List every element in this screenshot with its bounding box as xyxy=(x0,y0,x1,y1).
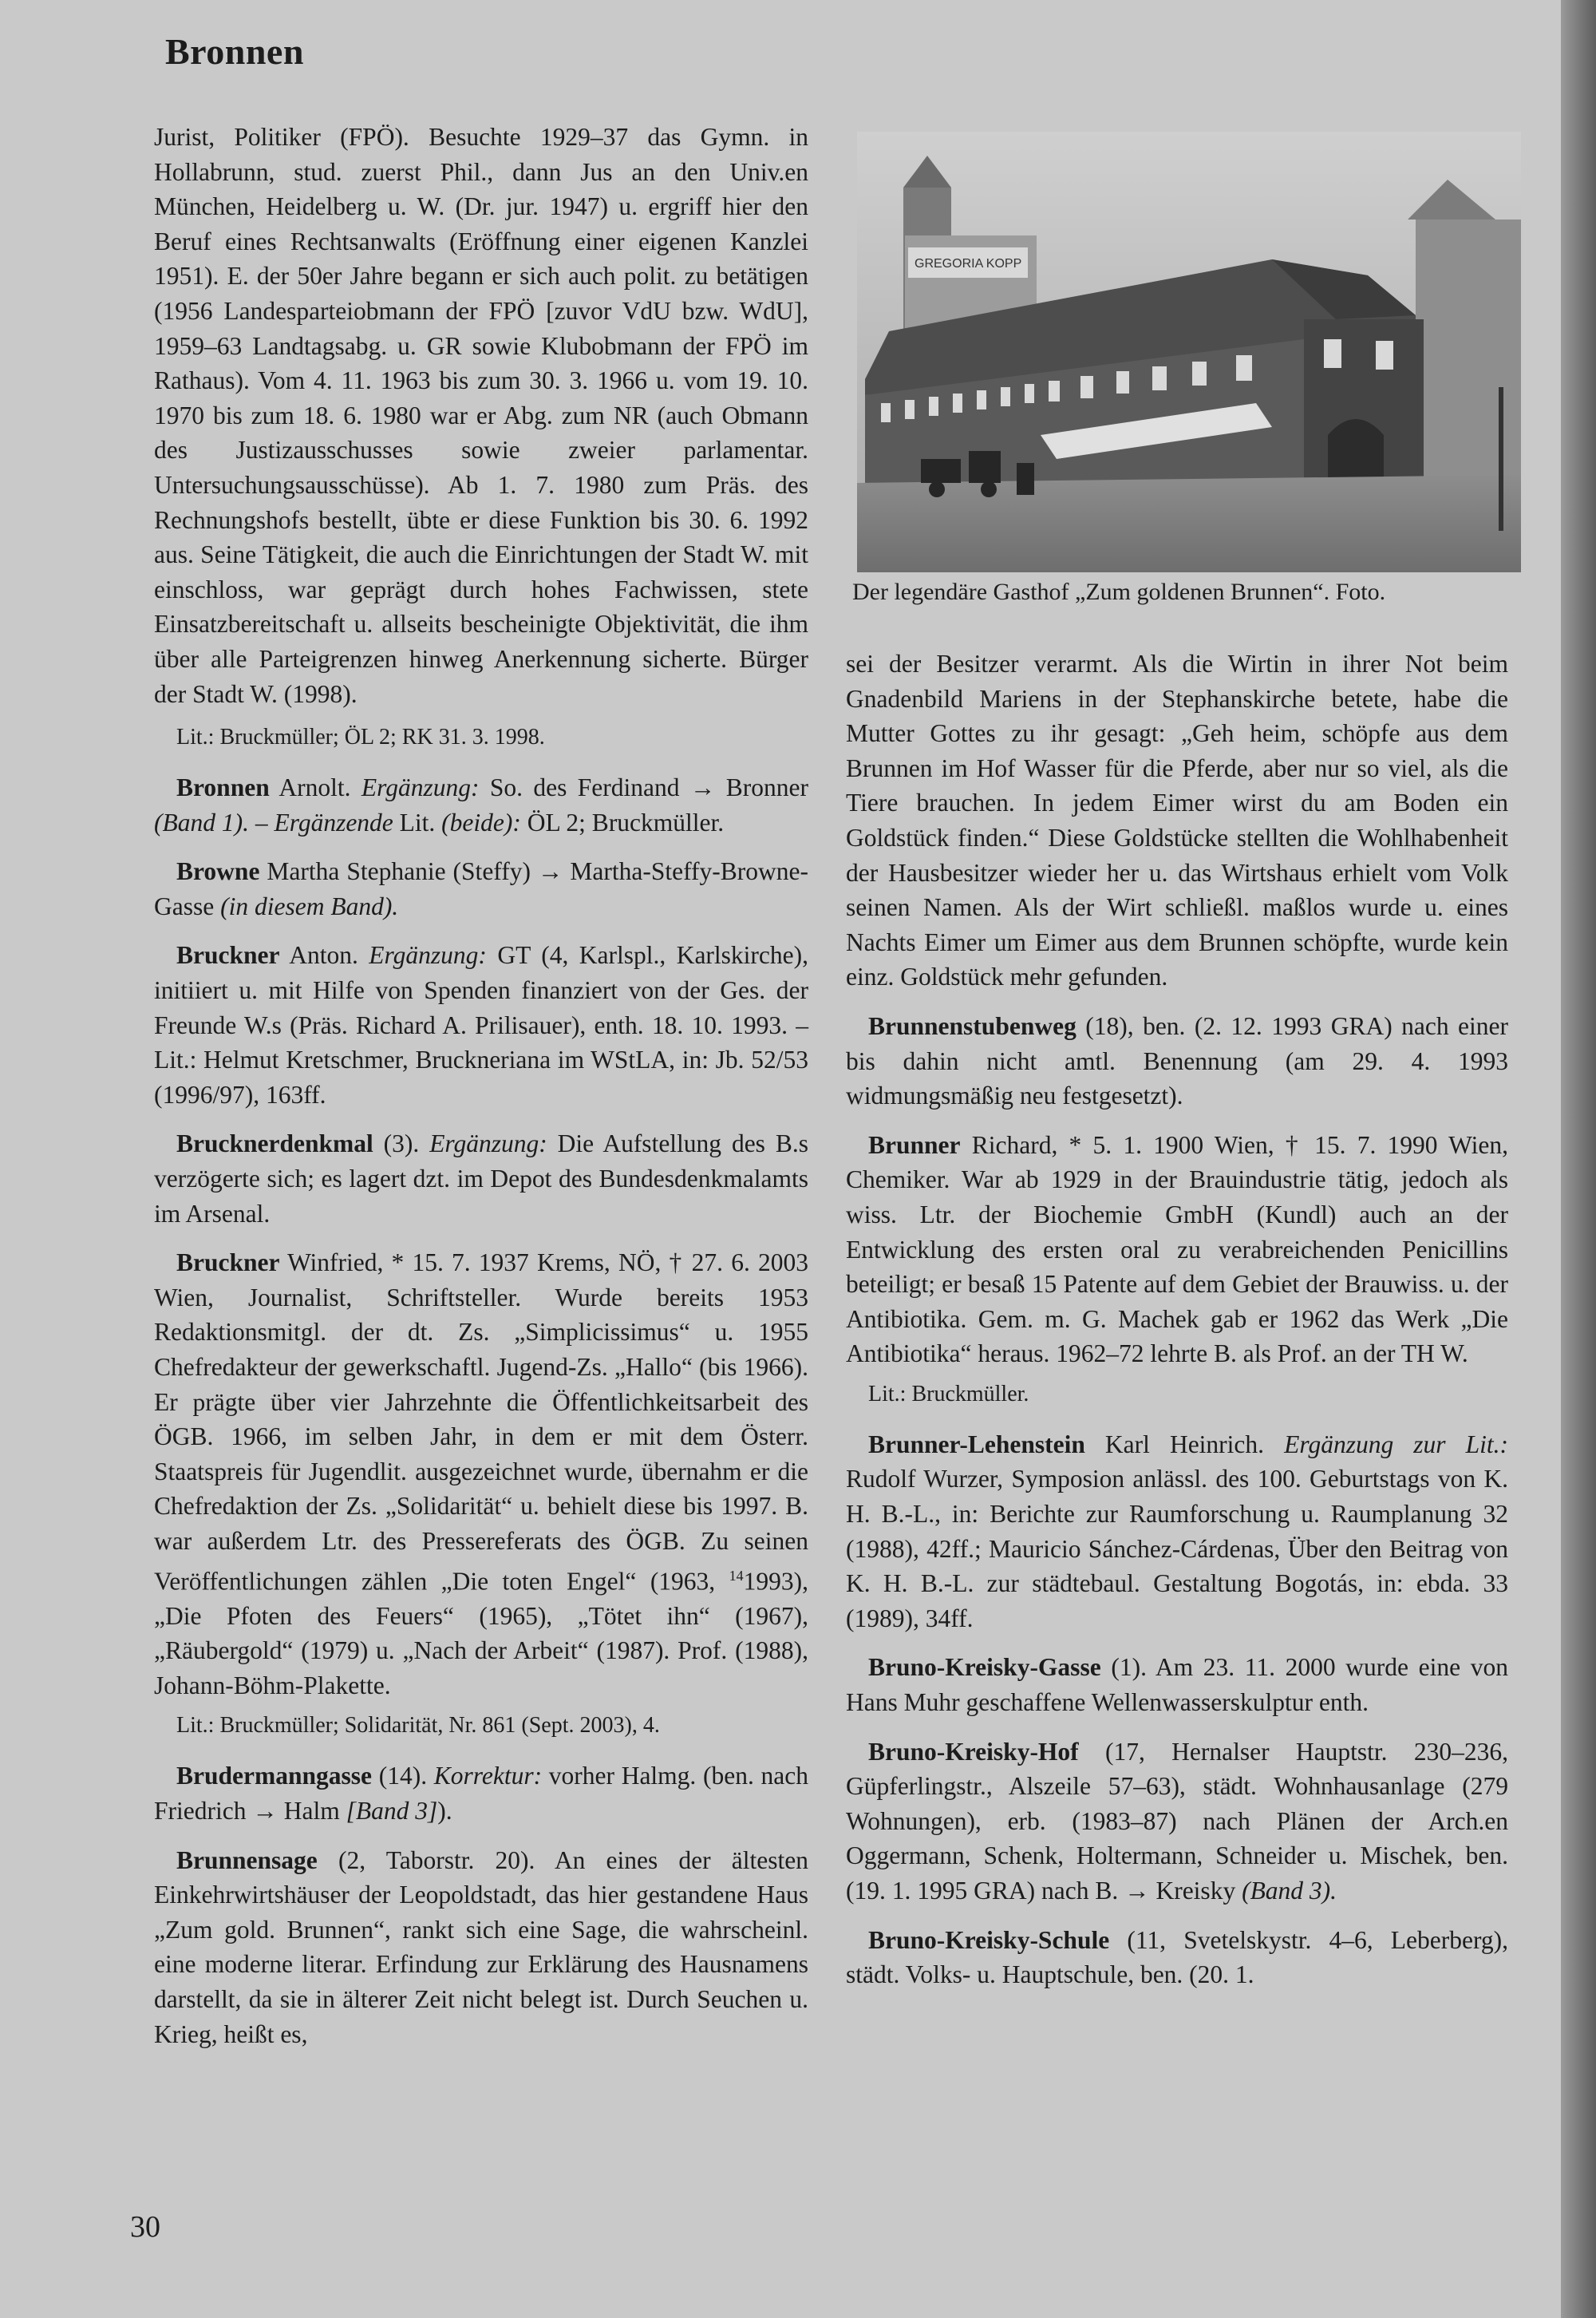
entry-bruno-kreisky-schule xyxy=(846,1923,1508,1992)
entry-name: (3). xyxy=(373,1129,430,1158)
entry-browne xyxy=(154,854,808,924)
entry-text: Winfried, * 15. 7. 1937 Krems, NÖ, † 27. 6. 2003 Wien, Journalist, Schriftsteller. Wurde bereits 1953 Redaktionsmitgl. der dt. Zs. „Simplicissimus“ u. 1955 Chefredakteur der gewerkschaftl. Jugend-Zs. „Hallo“ (bis 1966). Er prägte über vier Jahrzehnte die Öffentlichkeitsarbeit des ÖGB. 1966, im selben Jahr, in dem er mit dem Österr. Staatspreis für Jugendlit. ausgezeichnet wurde, übernahm er die Chefredaktion der Zs. „Solidarität“ u. behielt diese bis 1997. B. war außerdem Ltr. des Pressereferats des ÖGB. Zu seinen Veröffentlichungen zählen „Die toten Engel“ (1963, xyxy=(154,1248,808,1596)
entry-brunner-lehenstein xyxy=(846,1427,1508,1636)
entry-text: (18), ben. (2. 12. 1993 GRA) nach einer bis dahin nicht amtl. Benennung (am 29. 4. 1993 widmungsmäßig neu festgesetzt). xyxy=(846,1011,1508,1110)
intro-literature: Lit.: Bruckmüller; ÖL 2; RK 31. 3. 1998. xyxy=(176,725,545,750)
brunnensage-continuation: sei der Besitzer verarmt. Als die Wirtin in ihrer Not beim Gnadenbild Mariens in der Stephanskirche betete, habe die Mutter Gottes zu ihr gesagt: „Geh heim, schöpfe aus dem Brunnen im Hof Wasser für die Pferde, aber nur so viel, als die Tiere brauchen. In jedem Eimer wirst du am Boden ein Goldstück finden.“ Diese Goldstücke stellten die Wohlhabenheit der Hausbesitzer wieder her u. das Wirtshaus erhielt vom Volk seinen Namen. Als der Wirt schließl. maßlos wurde u. eines Nachts Eimer um Eimer aus dem Brunnen schöpfte, wurde kein einz. Goldstück mehr gefunden. xyxy=(846,650,1508,991)
gasthof-photo-drawing xyxy=(857,132,1521,572)
entry-text: ). xyxy=(437,1797,452,1826)
advertising-sign-text: GREGORIA KOPP xyxy=(915,257,1022,271)
entry-name: Arnolt. xyxy=(269,773,361,802)
entry-name: Karl Heinrich. xyxy=(1084,1430,1285,1458)
entry-label: Korrektur: xyxy=(433,1762,543,1790)
entry-label: (beide): xyxy=(441,808,521,837)
entry-text: (11, Svetelskystr. 4–6, Leberberg), städt. Volks- u. Hauptschule, ben. (20. 1. xyxy=(846,1925,1508,1989)
entry-headword: Brucknerdenkmal xyxy=(176,1129,373,1158)
entry-brunnensage xyxy=(154,1843,808,2052)
entry-label: Ergänzung: xyxy=(429,1129,547,1158)
entry-name: (14). xyxy=(372,1762,434,1790)
entry-bruckner-anton xyxy=(154,938,808,1112)
entry-headword: Brunnensage xyxy=(176,1845,318,1874)
left-column xyxy=(154,120,808,2066)
entry-text: Richard, * 5. 1. 1900 Wien, † 15. 7. 1990 Wien, Chemiker. War ab 1929 in der Brauindustrie tätig, jedoch als wiss. Ltr. der Biochemie GmbH (Kundl) auch an der Entwicklung des ersten oral zu verabreichenden Penicillins beteiligt; er besaß 15 Patente auf dem Gebiet der Brauwiss. u. der Antibiotika. Gem. m. G. Machek gab er 1962 das Werk „Die Antibiotika“ heraus. 1962–72 lehrte B. als Prof. an der TH W. xyxy=(846,1130,1508,1368)
street xyxy=(857,475,1521,572)
entry-label: Ergänzung zur Lit.: xyxy=(1284,1430,1508,1458)
entry-headword: Bronnen xyxy=(176,773,270,802)
right-column xyxy=(846,647,1508,2007)
entry-brudermanngasse xyxy=(154,1758,808,1828)
entry-reference: (Band 3). xyxy=(1242,1877,1337,1905)
entry-brucknerdenkmal xyxy=(154,1126,808,1231)
entry-headword: Bruno-Kreisky-Gasse xyxy=(868,1653,1101,1682)
entry-headword: Brunner-Lehenstein xyxy=(868,1430,1085,1458)
entry-headword: Bruno-Kreisky-Hof xyxy=(868,1737,1079,1766)
entry-headword: Brudermanngasse xyxy=(176,1762,373,1790)
entry-text: So. des Ferdinand → Bronner xyxy=(479,773,808,802)
entry-name: Anton. xyxy=(279,941,369,970)
entry-label: Ergänzung: xyxy=(369,941,487,970)
entry-literature: Lit.: Bruckmüller. xyxy=(868,1381,1029,1406)
running-head: Bronnen xyxy=(165,31,304,72)
entry-reference: (Band 1). xyxy=(154,808,249,837)
entry-text: 1993), „Die Pfoten des Feuers“ (1965), „Tötet ihn“ (1967), „Räubergold“ (1979) u. „Nach der Arbeit“ (1987). Prof. (1988), Johann-Böhm-Plakette. xyxy=(154,1567,808,1699)
entry-text: Lit. xyxy=(393,808,442,837)
entry-text: Rudolf Wurzer, Symposion anlässl. des 100. Geburtstags von K. H. B.-L., in: Berichte zur Raumforschung u. Raumplanung 32 (1988), 42ff.; Mauricio Sánchez-Cárdenas, Über den Beitrag von K. H. B.-L. zur städtebaul. Gestaltung Bogotás, in: ebda. 33 (1989), 34ff. xyxy=(846,1465,1508,1632)
entry-headword: Browne xyxy=(176,857,260,886)
page-edge-shadow xyxy=(1561,0,1596,2318)
entry-reference: (in diesem Band). xyxy=(220,892,399,920)
entry-bruno-kreisky-hof xyxy=(846,1735,1508,1909)
entry-text: ÖL 2; Bruckmüller. xyxy=(520,808,725,837)
entry-text: (17, Hernalser Hauptstr. 230–236, Güpferlingstr., Alszeile 57–63), städt. Wohnhausanlage (279 Wohnungen), erb. (1983–87) nach Plänen der Arch.en Oggermann, Schenk, Holtermann, Schneider u. Mischek, ben. (19. 1. 1995 GRA) nach B. → Kreisky xyxy=(846,1737,1508,1905)
entry-literature: Lit.: Bruckmüller; Solidarität, Nr. 861 (Sept. 2003), 4. xyxy=(176,1713,660,1738)
entry-bruckner-winfried xyxy=(154,1245,808,1703)
background-building-right xyxy=(1416,220,1521,483)
entry-bronnen-arnolt xyxy=(154,770,808,840)
entry-label: Ergänzung: xyxy=(361,773,480,802)
gasthof-photo xyxy=(857,132,1521,572)
entry-text: vorher Halmg. (ben. nach Friedrich → Halm xyxy=(154,1762,808,1826)
page-number: 30 xyxy=(130,2210,160,2244)
photo-caption: Der legendäre Gasthof „Zum goldenen Brunnen“. Foto. xyxy=(852,579,1386,605)
entry-headword: Brunner xyxy=(868,1130,961,1159)
entry-brunner-richard xyxy=(846,1128,1508,1371)
intro-paragraph: Jurist, Politiker (FPÖ). Besuchte 1929–37 das Gymn. in Hollabrunn, stud. zuerst Phil., dann Jus an den Univ.en München, Heidelberg u. W. (Dr. jur. 1947) u. ergriff hier den Beruf eines Rechtsanwalts (Eröffnung einer eigenen Kanzlei 1951). E. der 50er Jahre begann er sich auch polit. zu betätigen (1956 Landesparteiobmann der FPÖ [zuvor VdU bzw. WdU], 1959–63 Landtagsabg. u. GR sowie Klubobmann der FPÖ im Rathaus). Vom 4. 11. 1963 bis zum 30. 3. 1966 u. vom 19. 10. 1970 bis zum 18. 6. 1980 war er Abg. zum NR (auch Obmann des Justizausschusses sowie zweier parlamentar. Untersuchungsausschüsse). Ab 1. 7. 1980 zum Präs. des Rechnungshofs bestellt, übte er diese Funktion bis 30. 6. 1992 aus. Seine Tätigkeit, die auch die Einrichtungen der Stadt W. mit einschloss, war geprägt durch hohes Fachwissen, stete Einsatzbereitschaft u. allseits bescheinigte Objektivität, die ihm über alle Parteigrenzen hinweg Anerkennung sicherte. Bürger der Stadt W. (1998). xyxy=(154,123,808,708)
entry-bruno-kreisky-gasse xyxy=(846,1650,1508,1719)
entry-text: Martha Stephanie (Steffy) → Martha-Steffy-Browne-Gasse xyxy=(154,857,808,920)
entry-brunnenstubenweg xyxy=(846,1009,1508,1114)
entry-reference: [Band 3] xyxy=(346,1797,438,1826)
entry-headword: Brunnenstubenweg xyxy=(868,1011,1077,1040)
entry-text: Die Aufstellung des B.s verzögerte sich; es lagert dzt. im Depot des Bundesdenkmalamts im Arsenal. xyxy=(154,1129,808,1228)
lamp-post xyxy=(1499,387,1503,531)
entry-superscript: 14 xyxy=(729,1567,744,1584)
entry-text: (1). Am 23. 11. 2000 wurde eine von Hans Muhr geschaffene Wellenwasserskulptur enth. xyxy=(846,1653,1508,1717)
entry-headword: Bruckner xyxy=(176,941,280,970)
entry-headword: Bruckner xyxy=(176,1248,280,1277)
entry-text: (2, Taborstr. 20). An eines der ältesten Einkehrwirtshäuser der Leopoldstadt, das hier gestandene Haus „Zum gold. Brunnen“, rankt sich eine Sage, die wahrscheinl. eine moderne literar. Erfindung zur Erklärung des Hausnamens darstellt, da sie in älterer Zeit nicht belegt ist. Durch Seuchen u. Krieg, heißt es, xyxy=(154,1845,808,2048)
entry-headword: Bruno-Kreisky-Schule xyxy=(868,1925,1110,1954)
entry-text: GT (4, Karlspl., Karlskirche), initiiert u. mit Hilfe von Spenden finanziert von der Ges. der Freunde W.s (Präs. Richard A. Prilisauer), enth. 18. 10. 1993. – Lit.: Helmut Kretschmer, Bruckneriana im WStLA, in: Jb. 52/53 (1996/97), 163ff. xyxy=(154,941,808,1109)
entry-label: – Ergänzende xyxy=(248,808,393,837)
